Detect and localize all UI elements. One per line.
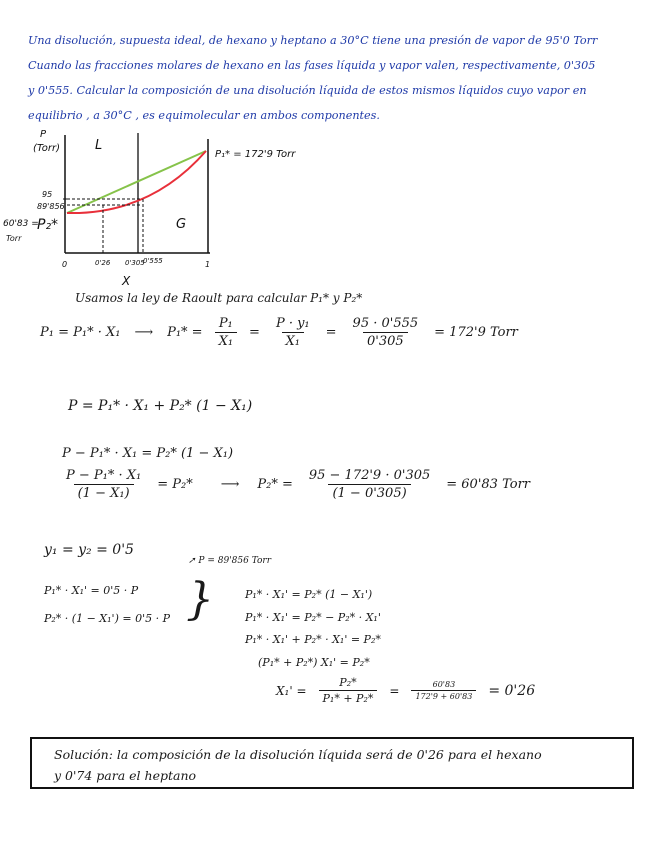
solution-line-1: Solución: la composición de la disolución líquida será de 0'26 para el hexano	[54, 747, 542, 762]
region-gas-label: G	[176, 217, 187, 232]
intro-line-3: y 0'555. Calcular la composición de una disolución líquida de estos mismos líquidos cuyo vapor en	[28, 84, 587, 97]
p1-label: P₁* = 172'9 Torr	[215, 149, 296, 160]
p1-star: P₁* =	[167, 325, 203, 340]
total-pressure-eq2: P − P₁* · X₁ = P₂* (1 − X₁)	[62, 446, 234, 461]
arrow-2: ⟶	[220, 477, 240, 492]
y-axis-label-unit: (Torr)	[33, 143, 61, 154]
fraction-p2-left: $\frac{\text{P − P₁* · X₁}}{\text{(1 − X₁)}}$	[66, 468, 142, 501]
fraction-numeric: $\frac{95 \cdot 0'555}{0'305}$	[352, 316, 419, 349]
p2-label-left: 60'83 =	[3, 219, 39, 229]
system-eq-1: P₁* · X₁' = 0'5 · P	[44, 584, 139, 597]
intro-line-2: Cuando las fracciones molares de hexano en las fases líquida y vapor valen, respectivamente, 0'305	[28, 59, 596, 72]
raoult-equation: P₁ = P₁* · X₁ ⟶ P₁* = $\frac{\text{P₁}}{\text{X₁}}$ = $\frac{\text{P · y₁}}{\text{X₁}}$ = $\frac{95 \cdot 0'555}{0'305}$ = 172'9 Torr	[40, 316, 518, 349]
x-tick-0305: 0'305	[125, 259, 145, 267]
arrow-1: ⟶	[134, 325, 154, 340]
p2-derivation: $\frac{\text{P − P₁* · X₁}}{\text{(1 − X₁)}}$ = P₂* ⟶ P₂* = $\frac{95 - 172'9 \cdot 0'305}{(1 - 0'305)}$ = 60'83 Torr	[58, 468, 530, 501]
liquid-line	[67, 151, 206, 213]
x-axis-label: X	[122, 274, 131, 288]
x-tick-0555: 0'555	[143, 257, 163, 265]
y-axis-label-top: P	[40, 129, 47, 140]
y-equal: y₁ = y₂ = 0'5	[44, 542, 134, 558]
solution-box	[30, 737, 634, 789]
p2-star: P₂* =	[257, 477, 293, 492]
fraction-py1-x1: $\frac{\text{P · y₁}}{\text{X₁}}$	[275, 316, 310, 349]
p2-unit: Torr	[6, 234, 22, 243]
rearr-3: P₁* · X₁' + P₂* · X₁' = P₂*	[245, 633, 381, 646]
x1-result-equation: X₁' = $\frac{\text{P₂*}}{\text{P₁* + P₂*}}$ = $\frac{60'83}{172'9 + 60'83}$ = 0'26	[276, 676, 536, 705]
eq1-lhs: P₁ = P₁* · X₁	[40, 325, 121, 340]
x-tick-1: 1	[205, 260, 211, 269]
fraction-p2-numeric: $\frac{95 - 172'9 \cdot 0'305}{(1 - 0'305)}$	[308, 468, 431, 501]
total-pressure-eq1: P = P₁* · X₁ + P₂* (1 − X₁)	[68, 398, 253, 414]
region-liquid-label: L	[95, 138, 103, 153]
p2-symbol: P₂*	[37, 217, 59, 233]
phase-diagram	[0, 125, 330, 290]
x-tick-0: 0	[62, 260, 68, 269]
fraction-x1-numeric: $\frac{60'83}{172'9 + 60'83}$	[411, 680, 476, 701]
tick-95-label: 95	[42, 190, 53, 199]
system-brace: }	[186, 574, 214, 625]
intro-line-4: equilibrio , a 30°C , es equimolecular en ambos componentes.	[28, 109, 380, 122]
pressure-note: ➚ P = 89'856 Torr	[188, 556, 272, 566]
fraction-p1-x1: $\frac{\text{P₁}}{\text{X₁}}$	[215, 316, 237, 349]
result-p1: = 172'9 Torr	[434, 325, 518, 340]
intro-line-1: Una disolución, supuesta ideal, de hexano y heptano a 30°C tiene una presión de vapor de 95'0 Torr	[28, 34, 598, 47]
rearr-4: (P₁* + P₂*) X₁' = P₂*	[258, 656, 370, 669]
rearr-2: P₁* · X₁' = P₂* − P₂* · X₁'	[245, 611, 381, 624]
result-p2: = 60'83 Torr	[446, 477, 530, 492]
x1-lhs: X₁' =	[276, 683, 307, 698]
rearr-1: P₁* · X₁' = P₂* (1 − X₁')	[245, 588, 373, 601]
x1-result: = 0'26	[488, 682, 536, 699]
fraction-x1-symbolic: $\frac{\text{P₂*}}{\text{P₁* + P₂*}}$	[319, 676, 378, 705]
system-eq-2: P₂* · (1 − X₁') = 0'5 · P	[44, 612, 170, 625]
solution-line-2: y 0'74 para el heptano	[54, 768, 197, 783]
x-tick-026: 0'26	[95, 259, 111, 267]
tick-89-label: 89'856	[37, 202, 65, 211]
raoult-intro: Usamos la ley de Raoult para calcular P₁* y P₂*	[75, 291, 363, 305]
